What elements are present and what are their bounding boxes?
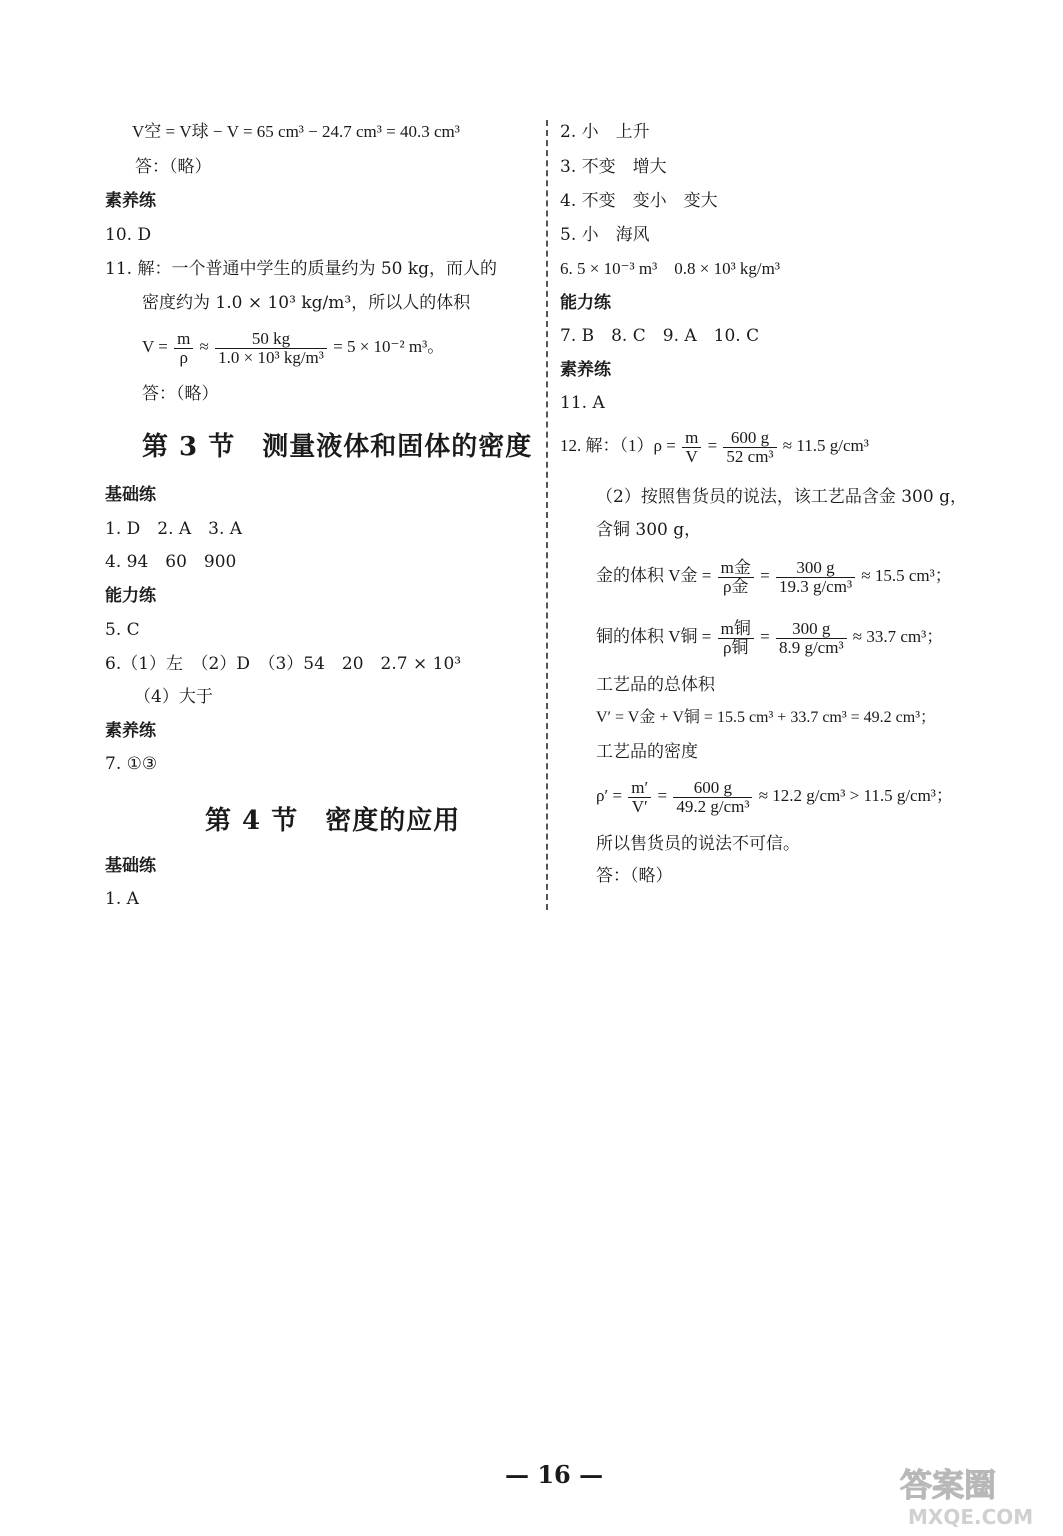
fraction-m-over-rho (718, 620, 754, 657)
density-formula: ρ′ = $\frac{m'}{V'}$ = $\frac{600 g}{\text{49.2 g/cm³}}$ ≈ 12.2 g/cm³ > 11.5 g/cm³； (596, 777, 953, 816)
fraction-denominator: ρ铜 (723, 637, 749, 657)
answer-q5: 5. 小 海风 (560, 225, 650, 245)
fraction-numerator: 600 g (723, 429, 776, 448)
fraction-numerator: 50 kg (215, 330, 327, 349)
answer-s3-q4: 4. 94 60 900 (105, 552, 237, 572)
conclusion: 所以售货员的说法不可信。 (596, 834, 800, 854)
heading-section-3: 第 3 节 测量液体和固体的密度 (142, 432, 533, 462)
formula-lhs: 12. 解：（1）ρ = (560, 436, 681, 455)
column-divider (546, 120, 548, 910)
right-answer-omitted: 答：（略） (596, 866, 673, 886)
fraction-denominator: 8.9 g/cm³ (778, 637, 844, 657)
left-line-volume-hollow: V空 = V球 − V = 65 cm³ − 24.7 cm³ = 40.3 cm³ (132, 122, 460, 141)
fraction-m-over-rho (718, 559, 754, 596)
page-number: — 16 — (505, 1460, 604, 1489)
watermark-logo (896, 1460, 1051, 1530)
answer-s3-q5: 5. C (105, 620, 140, 640)
section-label-suyang: 素养练 (105, 191, 156, 211)
section-label-nengli: 能力练 (105, 586, 156, 606)
density-label: 工艺品的密度 (596, 742, 698, 762)
answer-q6: 6. 5 × 10⁻³ m³ 0.8 × 10³ kg/m³ (560, 259, 780, 278)
answer-q2: 2. 小 上升 (560, 122, 650, 142)
total-volume-label: 工艺品的总体积 (596, 675, 715, 695)
answer-q3: 3. 不变 增大 (560, 157, 667, 177)
answer-q11: 11. A (560, 393, 605, 413)
total-volume-equation: V′ = V金 + V铜 = 15.5 cm³ + 33.7 cm³ = 49.2 cm³； (596, 709, 937, 726)
formula-result: = 5 × 10⁻² m³。 (333, 337, 445, 356)
watermark-logo-icon (896, 1460, 1051, 1530)
section-label-jichu: 基础练 (105, 485, 156, 505)
fraction-values (776, 620, 847, 657)
fraction-numerator: m′ (628, 779, 651, 798)
fraction-numerator: m金 (718, 559, 754, 578)
fraction-values (215, 330, 327, 367)
fraction-values (723, 429, 776, 466)
answer-q12-part2-line1: （2）按照售货员的说法，该工艺品含金 300 g， (596, 487, 967, 507)
fraction-values (776, 559, 855, 596)
answer-s3-q7: 7. ①③ (105, 754, 158, 774)
answer-q7-10: 7. B 8. C 9. A 10. C (560, 326, 760, 346)
fraction-denominator: ρ (179, 347, 188, 367)
answer-q4: 4. 不变 变小 变大 (560, 191, 718, 211)
formula-lhs: 金的体积 V金 = (596, 566, 716, 585)
formula-result: ≈ 15.5 cm³； (861, 566, 952, 585)
fraction-numerator: m铜 (718, 620, 754, 639)
fraction-denominator: 52 cm³ (726, 446, 774, 466)
section-label-nengli: 能力练 (560, 293, 611, 313)
answer-s3-q1-3: 1. D 2. A 3. A (105, 519, 243, 539)
formula-result: ≈ 33.7 cm³； (852, 627, 944, 646)
watermark-text-1: 答案圈 (900, 1466, 997, 1504)
watermark-text-2: MXQE.COM (908, 1505, 1034, 1529)
fraction-numerator: m (682, 429, 701, 448)
answer-q12-part2-line2: 含铜 300 g， (596, 520, 702, 540)
answer-s3-q6-line1: 6.（1）左 （2）D （3）54 20 2.7 × 10³ (105, 654, 462, 674)
fraction-denominator: 1.0 × 10³ kg/m³ (218, 347, 324, 367)
answer-s4-q1: 1. A (105, 889, 139, 909)
formula-result: ≈ 11.5 g/cm³ (782, 436, 869, 455)
fraction-m-over-v (628, 779, 651, 816)
fraction-numerator: 300 g (776, 559, 855, 578)
formula-lhs: V = (142, 337, 173, 356)
fraction-m-over-v (682, 429, 701, 466)
fraction-numerator: m (174, 330, 193, 349)
answer-q11-line1: 11. 解：一个普通中学生的质量约为 50 kg，而人的 (105, 259, 498, 279)
formula-lhs: 铜的体积 V铜 = (596, 627, 716, 646)
fraction-numerator: 600 g (673, 779, 752, 798)
fraction-values (673, 779, 752, 816)
equals-sign: = (707, 436, 718, 455)
fraction-m-over-rho (174, 330, 193, 367)
fraction-denominator: 19.3 g/cm³ (778, 576, 853, 596)
copper-volume-formula: 铜的体积 V铜 = $\frac{\text{m铜}}{\text{ρ铜}}$ = $\frac{300 g}{\text{8.9 g/cm³}}$ ≈ 33.7 cm³； (596, 618, 944, 657)
answer-s3-q6-line2: （4）大于 (134, 687, 213, 707)
gold-volume-formula: 金的体积 V金 = $\frac{\text{m金}}{\text{ρ金}}$ = $\frac{300 g}{\text{19.3 g/cm³}}$ ≈ 15.5 cm³； (596, 557, 952, 596)
left-answer-omitted-1: 答：（略） (135, 157, 212, 177)
answer-q12-part1 (560, 427, 869, 466)
formula-result: ≈ 12.2 g/cm³ > 11.5 g/cm³； (758, 786, 953, 805)
section-label-suyang: 素养练 (560, 360, 611, 380)
heading-section-4: 第 4 节 密度的应用 (205, 806, 461, 836)
fraction-denominator: 49.2 g/cm³ (676, 796, 750, 816)
fraction-denominator: V (685, 446, 698, 466)
section-label-jichu: 基础练 (105, 856, 156, 876)
fraction-denominator: V′ (631, 796, 648, 816)
fraction-numerator: 300 g (776, 620, 847, 639)
approx-sign: ≈ (199, 337, 209, 356)
answer-q10: 10. D (105, 225, 152, 245)
answer-q11-formula (142, 328, 444, 367)
section-label-suyang: 素养练 (105, 721, 156, 741)
formula-lhs: ρ′ = (596, 786, 627, 805)
fraction-denominator: ρ金 (723, 576, 749, 596)
left-answer-omitted-2: 答：（略） (142, 384, 219, 404)
answer-q11-line2: 密度约为 1.0 × 10³ kg/m³，所以人的体积 (142, 293, 471, 313)
